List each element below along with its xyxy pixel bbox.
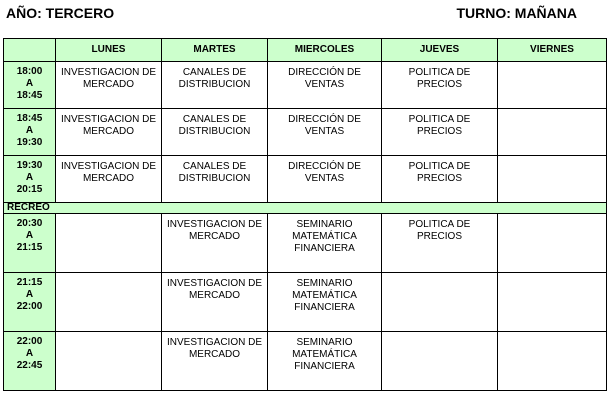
- subject-line: SEMINARIO: [296, 337, 353, 348]
- subject-cell: [268, 332, 382, 391]
- subject-line: FINANCIERA: [294, 243, 355, 254]
- subject-line: PRECIOS: [416, 231, 462, 242]
- time-line: 19:30: [16, 137, 43, 148]
- time-slot: [4, 273, 56, 332]
- subject-line: DISTRIBUCION: [178, 126, 251, 137]
- table-row: [4, 273, 607, 332]
- subject-cell: [382, 332, 498, 391]
- subject-cell: [498, 214, 607, 273]
- subject-line: INVESTIGACION DE: [60, 161, 156, 172]
- subject-cell: [56, 273, 162, 332]
- time-slot: [4, 214, 56, 273]
- subject-line: CANALES DE: [182, 114, 247, 125]
- subject-line: POLITICA DE: [408, 67, 471, 78]
- subject-line: MATEMÁTICA: [292, 290, 357, 301]
- day-header: LUNES: [56, 39, 162, 62]
- time-slot: [4, 332, 56, 391]
- subject-cell: [382, 62, 498, 109]
- subject-cell: [56, 109, 162, 156]
- table-row: [4, 214, 607, 273]
- subject-cell: [498, 332, 607, 391]
- time-slot: [4, 109, 56, 156]
- subject-cell: [268, 109, 382, 156]
- subject-cell: [162, 62, 268, 109]
- time-line: 22:00: [16, 336, 43, 347]
- subject-cell: [382, 156, 498, 203]
- subject-line: VENTAS: [304, 173, 345, 184]
- time-slot: [4, 156, 56, 203]
- subject-line: CANALES DE: [182, 67, 247, 78]
- subject-cell: [56, 332, 162, 391]
- day-header: VIERNES: [498, 39, 607, 62]
- subject-cell: [382, 273, 498, 332]
- subject-line: MERCADO: [188, 290, 241, 301]
- subject-line: POLITICA DE: [408, 219, 471, 230]
- table-row: [4, 156, 607, 203]
- time-line: A: [25, 348, 34, 359]
- subject-line: MATEMÁTICA: [292, 349, 357, 360]
- subject-line: INVESTIGACION DE: [60, 67, 156, 78]
- subject-cell: [56, 214, 162, 273]
- time-line: A: [25, 78, 34, 89]
- time-line: A: [25, 125, 34, 136]
- subject-line: DISTRIBUCION: [178, 173, 251, 184]
- subject-cell: [162, 214, 268, 273]
- subject-line: MERCADO: [188, 231, 241, 242]
- subject-cell: [162, 156, 268, 203]
- subject-line: INVESTIGACION DE: [166, 219, 262, 230]
- time-line: 22:45: [16, 360, 43, 371]
- table-row: [4, 332, 607, 391]
- time-line: 20:30: [16, 218, 43, 229]
- year-label: AÑO: TERCERO: [6, 5, 115, 21]
- subject-line: SEMINARIO: [296, 278, 353, 289]
- subject-cell: [162, 109, 268, 156]
- subject-line: INVESTIGACION DE: [166, 278, 262, 289]
- subject-line: MERCADO: [82, 173, 135, 184]
- recreo-row: [4, 203, 607, 214]
- subject-line: DIRECCIÓN DE: [288, 67, 361, 78]
- subject-line: PRECIOS: [416, 173, 462, 184]
- time-line: 22:00: [16, 301, 43, 312]
- table-row: [4, 109, 607, 156]
- subject-line: PRECIOS: [416, 79, 462, 90]
- subject-line: MERCADO: [82, 126, 135, 137]
- subject-line: DIRECCIÓN DE: [288, 161, 361, 172]
- subject-line: VENTAS: [304, 79, 345, 90]
- page-header: [6, 5, 603, 23]
- schedule-table: [3, 38, 607, 391]
- subject-cell: [382, 214, 498, 273]
- time-line: 18:00: [16, 66, 43, 77]
- subject-line: MERCADO: [188, 349, 241, 360]
- subject-line: VENTAS: [304, 126, 345, 137]
- day-header: MARTES: [162, 39, 268, 62]
- time-slot: [4, 62, 56, 109]
- header-row: [4, 39, 607, 62]
- time-line: 21:15: [16, 242, 43, 253]
- subject-line: INVESTIGACION DE: [60, 114, 156, 125]
- subject-line: POLITICA DE: [408, 114, 471, 125]
- subject-line: INVESTIGACION DE: [166, 337, 262, 348]
- subject-line: MATEMÁTICA: [292, 231, 357, 242]
- time-line: A: [25, 230, 34, 241]
- subject-cell: [268, 62, 382, 109]
- subject-cell: [56, 62, 162, 109]
- subject-line: POLITICA DE: [408, 161, 471, 172]
- time-line: 21:15: [16, 277, 43, 288]
- subject-cell: [498, 109, 607, 156]
- subject-line: FINANCIERA: [294, 302, 355, 313]
- subject-line: CANALES DE: [182, 161, 247, 172]
- subject-line: DIRECCIÓN DE: [288, 114, 361, 125]
- subject-cell: [56, 156, 162, 203]
- day-header: JUEVES: [382, 39, 498, 62]
- subject-line: SEMINARIO: [296, 219, 353, 230]
- table-row: [4, 62, 607, 109]
- time-line: 18:45: [16, 90, 43, 101]
- subject-cell: [382, 109, 498, 156]
- subject-line: FINANCIERA: [294, 361, 355, 372]
- subject-cell: [162, 273, 268, 332]
- subject-cell: [498, 273, 607, 332]
- time-line: 18:45: [16, 113, 43, 124]
- subject-cell: [268, 273, 382, 332]
- subject-cell: [268, 156, 382, 203]
- time-line: 20:15: [16, 184, 43, 195]
- subject-line: DISTRIBUCION: [178, 79, 251, 90]
- subject-cell: [268, 214, 382, 273]
- time-line: 19:30: [16, 160, 43, 171]
- subject-cell: [498, 62, 607, 109]
- subject-line: MERCADO: [82, 79, 135, 90]
- subject-cell: [498, 156, 607, 203]
- subject-cell: [162, 332, 268, 391]
- time-line: A: [25, 289, 34, 300]
- corner-cell: [4, 39, 56, 62]
- time-line: A: [25, 172, 34, 183]
- day-header: MIERCOLES: [268, 39, 382, 62]
- recreo-label: RECREO: [4, 203, 607, 214]
- subject-line: PRECIOS: [416, 126, 462, 137]
- shift-label: TURNO: MAÑANA: [456, 5, 577, 21]
